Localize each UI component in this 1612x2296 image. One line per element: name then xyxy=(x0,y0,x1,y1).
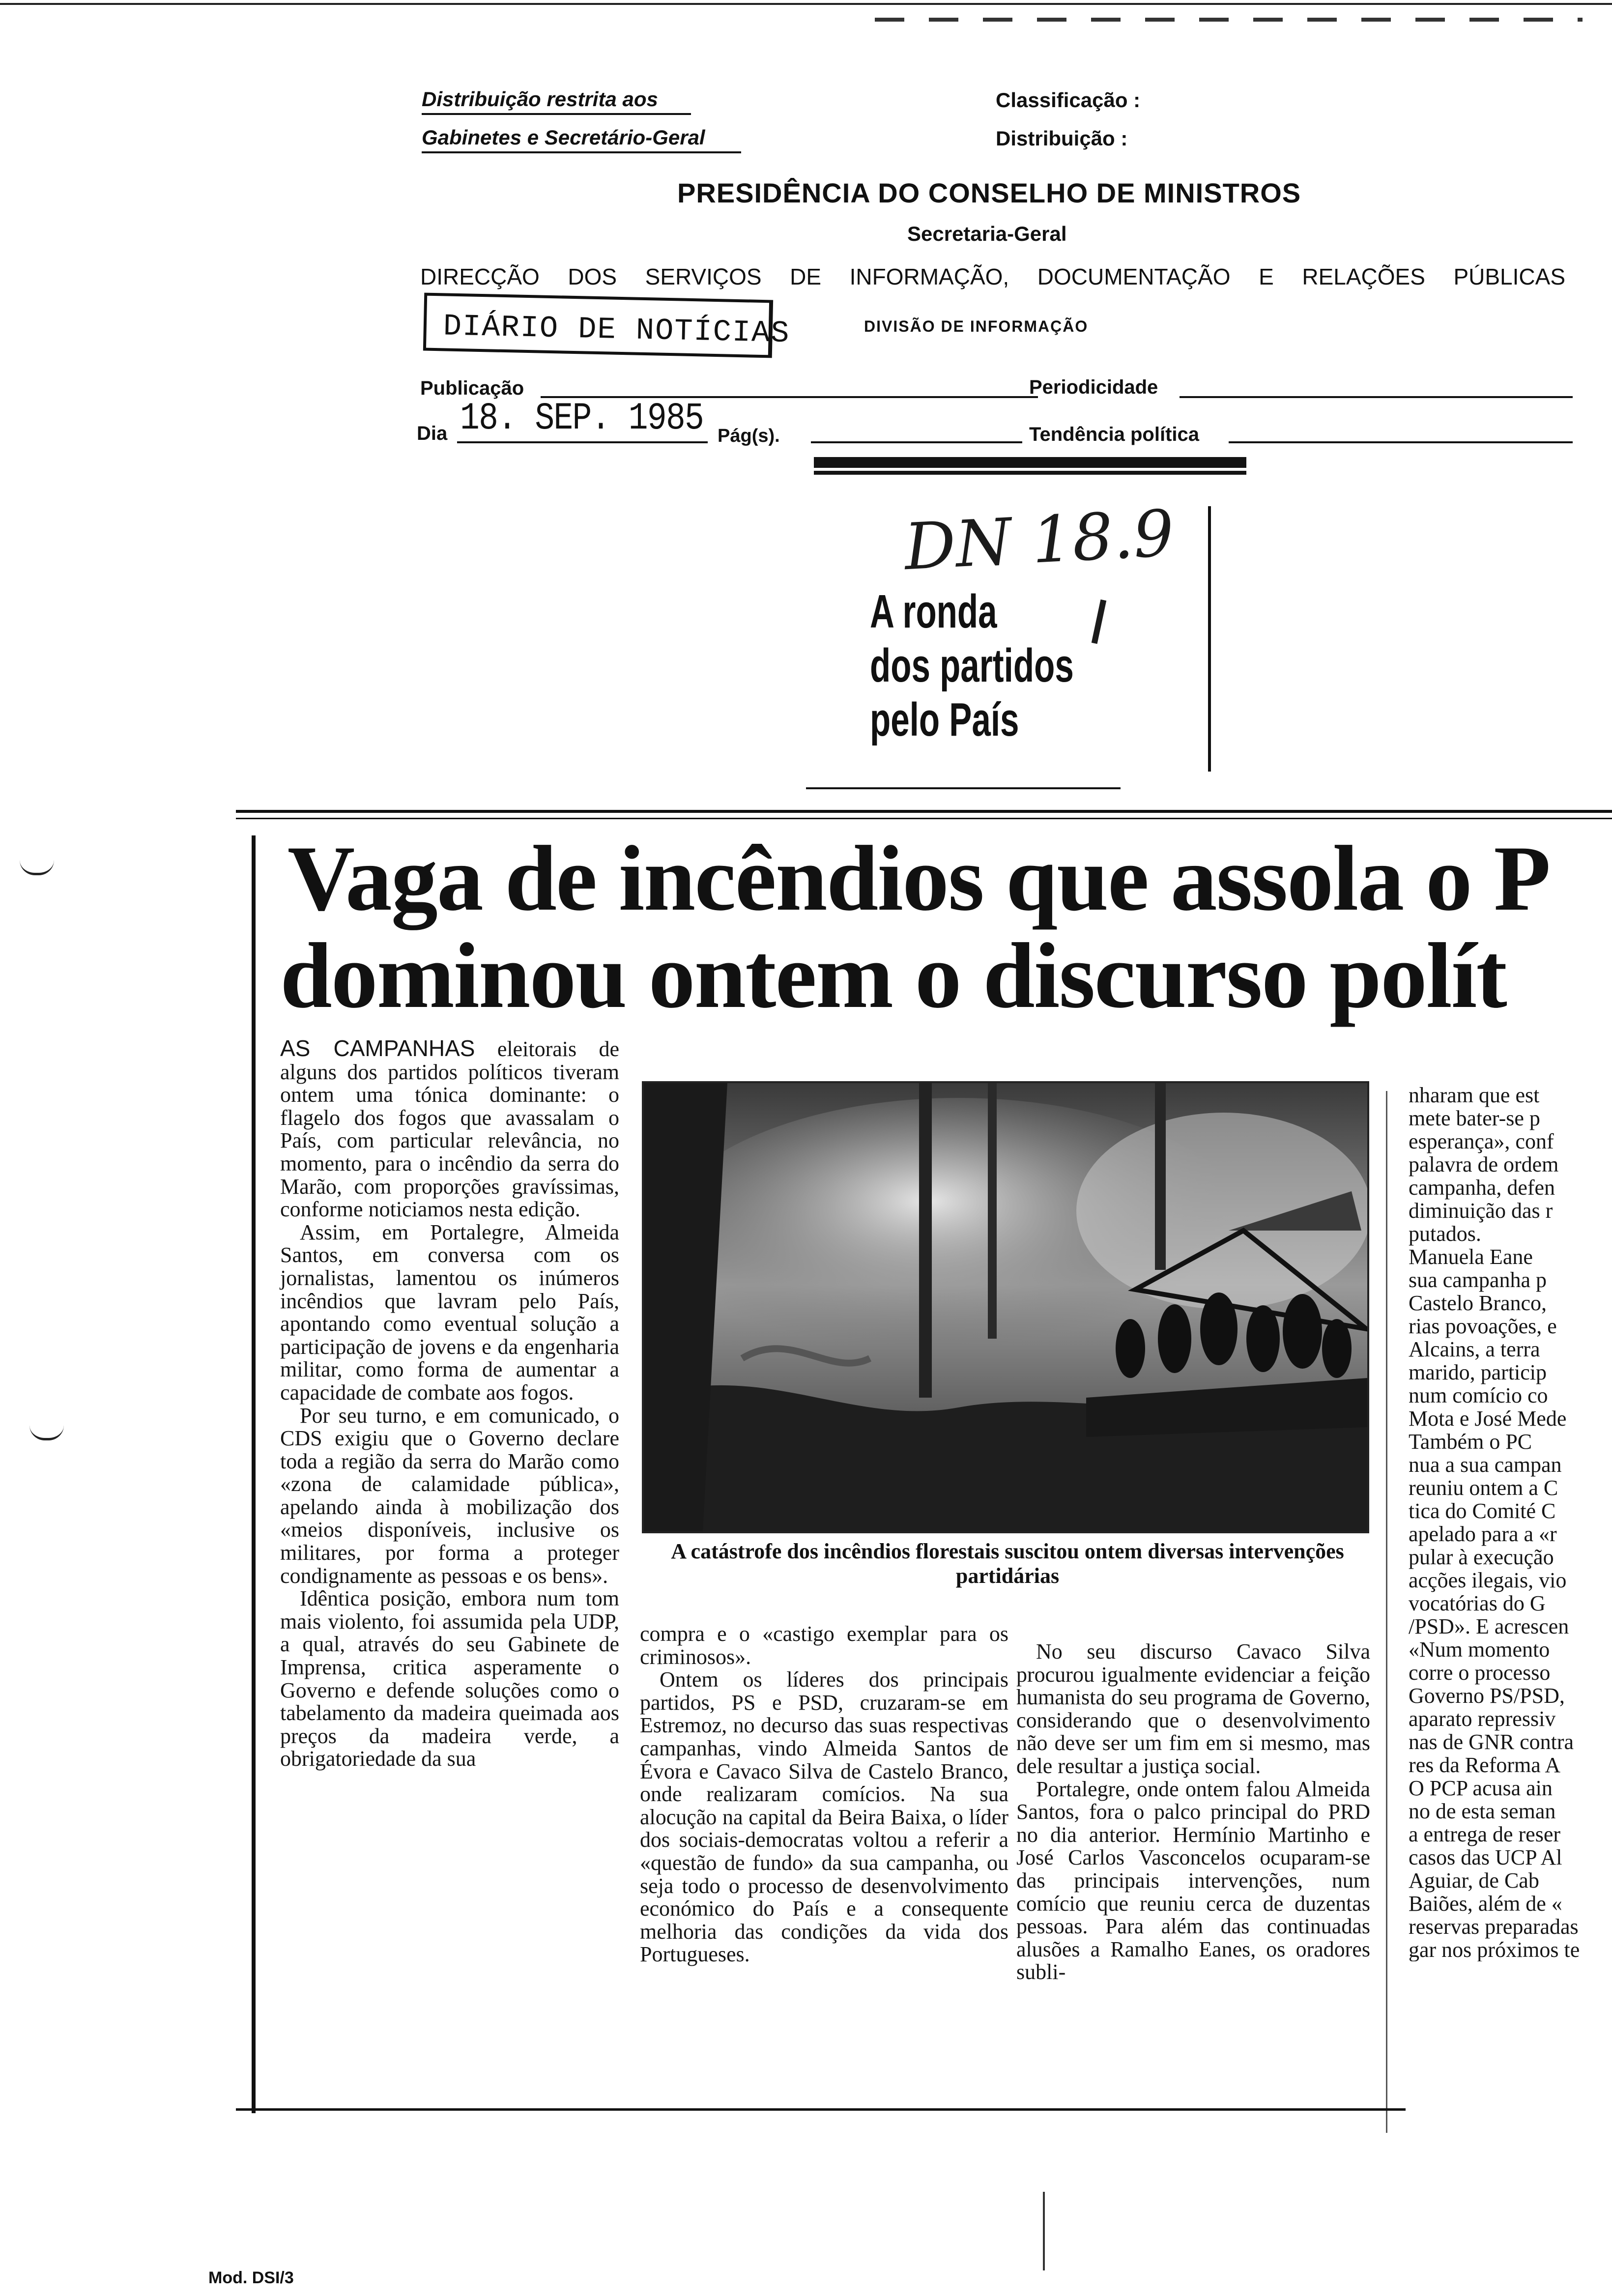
column-4-line: tica do Comité C xyxy=(1409,1499,1556,1523)
column-4-line: marido, particip xyxy=(1409,1360,1547,1384)
column-4-line: esperança», conf xyxy=(1409,1129,1554,1153)
column-4-line: gar nos próximos te xyxy=(1409,1938,1580,1961)
section-heading-line3: pelo País xyxy=(870,693,1019,746)
article-photo xyxy=(642,1081,1369,1533)
column-4-line: palavra de ordem xyxy=(1409,1152,1559,1177)
column-4-line: corre o processo xyxy=(1409,1661,1551,1685)
restricted-distribution-line2: Gabinetes e Secretário-Geral xyxy=(422,126,741,153)
day-label: Dia xyxy=(417,423,448,444)
section-heading xyxy=(870,585,1074,747)
column-4-line: Aguiar, de Cab xyxy=(1409,1868,1539,1893)
section-heading-line2: dos partidos xyxy=(870,639,1074,692)
article-column-2 xyxy=(640,1623,1008,1966)
column-4-line: rias povoações, e xyxy=(1409,1314,1557,1338)
column-1-paragraph-1 xyxy=(280,1037,619,1221)
column-4-line: nas de GNR contra xyxy=(1409,1730,1574,1754)
column-1-paragraph-4: Idêntica posição, embora num tom mais violento, foi assumida pela UDP, a qual, através do seu Gabinete de Imprensa, critica asperamente o Governo e defende soluções como o tabelamento da madeira queimada aos preços da madeira verde, a obrigatoriedade da sua xyxy=(280,1586,619,1771)
column-4-line: /PSD». E acrescen xyxy=(1409,1614,1569,1638)
column-4-line: nua a sua campan xyxy=(1409,1453,1562,1477)
article-bottom-rule xyxy=(236,2108,1406,2111)
column-4-line: acções ilegais, vio xyxy=(1409,1568,1567,1592)
column-2-paragraph-1: compra e o «castigo exemplar para os criminosos». xyxy=(640,1622,1008,1669)
directorate-title: DIRECÇÃO DOS SERVIÇOS DE INFORMAÇÃO, DOCUMENTAÇÃO E RELAÇÕES PÚBLICAS xyxy=(420,264,1565,289)
column-4-line: reuniu ontem a C xyxy=(1409,1476,1558,1500)
distribution-label: Distribuição : xyxy=(996,127,1128,150)
top-scan-line xyxy=(0,3,1612,5)
column-4-line: vocatórias do G xyxy=(1409,1591,1546,1615)
page-label: Pág(s). xyxy=(718,426,780,446)
column-4-line: O PCP acusa ain xyxy=(1409,1776,1553,1800)
photo-caption: A catástrofe dos incêndios florestais suscitou ontem diversas intervenções partidárias xyxy=(671,1539,1344,1588)
column-4-line: res da Reforma A xyxy=(1409,1753,1561,1777)
tendency-field xyxy=(1229,441,1573,443)
day-field xyxy=(457,441,708,443)
margin-scan-mark-1 xyxy=(20,860,54,875)
article-headline-line2: dominou ontem o discurso polít xyxy=(280,924,1506,1028)
column-4-line: Também o PC xyxy=(1409,1430,1532,1454)
column-4-line: «Num momento xyxy=(1409,1637,1550,1662)
column-4-line: pular à execução xyxy=(1409,1545,1554,1569)
column-4-line: sua campanha p xyxy=(1409,1268,1547,1292)
section-heading-line1: A ronda xyxy=(870,585,997,638)
publication-label: Publicação xyxy=(420,377,524,399)
column-4-line: num comício co xyxy=(1409,1383,1548,1407)
column-4-line: aparato repressiv xyxy=(1409,1707,1556,1731)
periodicity-field xyxy=(1180,396,1573,398)
restricted-distribution-line1: Distribuição restrita aos xyxy=(422,87,691,115)
clip-bottom-line xyxy=(806,787,1121,789)
article-top-rule-2 xyxy=(236,818,1612,819)
clip-top-bar-2 xyxy=(814,471,1246,475)
clip-right-border xyxy=(1208,506,1211,772)
column-4-line: casos das UCP Al xyxy=(1409,1845,1562,1869)
column-3-paragraph-1: No seu discurso Cavaco Silva procurou igualmente evidenciar a feição humanista do seu programa de Governo, considerando que o desenvolvimento não deve ser um fim em si mesmo, mas dele resultar a justiça social. xyxy=(1016,1639,1370,1778)
publication-stamp-text: DIÁRIO DE NOTÍCIAS xyxy=(443,309,791,351)
periodicity-label: Periodicidade xyxy=(1029,376,1158,398)
column-2-paragraph-2: Ontem os líderes dos principais partidos, PS e PSD, cruzaram-se em Estremoz, no decurso das suas respectivas campanhas, vindo Almeida Santos de Évora e Cavaco Silva de Castelo Branco, onde realizaram comícios. Na sua alocução na capital da Beira Baixa, o líder dos sociais-democratas voltou a referir a «questão de fundo» da sua campanha, ou seja todo o processo de desenvolvimento económico do País e a consequente melhoria das condições da vida dos Portugueses. xyxy=(640,1667,1008,1967)
form-code: Mod. DSI/3 xyxy=(208,2268,294,2287)
handwritten-note: DN 18.9 xyxy=(902,495,1176,585)
column-4-line: Alcains, a terra xyxy=(1409,1337,1540,1361)
article-left-border xyxy=(252,835,256,2113)
column-4-line: nharam que est xyxy=(1409,1084,1540,1107)
secretariat-title: Secretaria-Geral xyxy=(907,222,1067,245)
column-4-line: Baiões, além de « xyxy=(1409,1892,1562,1916)
margin-scan-mark-2 xyxy=(29,1425,64,1440)
column-1-paragraph-2: Assim, em Portalegre, Almeida Santos, em conversa com os jornalistas, lamentou os inúmeros incêndios que lavram pelo País, apontando como eventual solução a participação de jovens e da engenharia militar, como forma de aumentar a capacidade de combate aos fogos. xyxy=(280,1220,619,1405)
column-4-line: reservas preparadas xyxy=(1409,1915,1579,1939)
column-4-line: mete bater-se p xyxy=(1409,1106,1540,1130)
clip-top-bar xyxy=(814,457,1246,468)
column-4-line: putados. xyxy=(1409,1222,1481,1246)
classification-label: Classificação : xyxy=(996,88,1141,112)
bottom-scan-mark xyxy=(1043,2192,1045,2270)
top-scan-mark xyxy=(875,18,1583,22)
column-1-intro: eleitorais de alguns dos partidos políticos tiveram ontem uma tónica dominante: o flagelo dos fogos que avassalam o País, com particular relevância, no momento, para o incêndio da serra do Marão, com proporções gravíssimas, conforme noticiamos nesta edição. xyxy=(280,1037,619,1222)
page-field xyxy=(811,441,1022,443)
column-4-line: apelado para a «r xyxy=(1409,1522,1557,1546)
column-4-line: campanha, defen xyxy=(1409,1176,1555,1200)
article-headline-line1: Vaga de incêndios que assola o P xyxy=(288,827,1550,930)
article-top-rule xyxy=(236,810,1612,813)
date-stamp: 18. SEP. 1985 xyxy=(460,397,704,440)
division-title: DIVISÃO DE INFORMAÇÃO xyxy=(864,317,1089,335)
tendency-label: Tendência política xyxy=(1029,424,1199,445)
handwritten-mark xyxy=(1092,600,1106,644)
column-4-line: Castelo Branco, xyxy=(1409,1291,1547,1315)
column-4-line: Manuela Eane xyxy=(1409,1245,1533,1269)
presidency-title: PRESIDÊNCIA DO CONSELHO DE MINISTROS xyxy=(677,177,1301,208)
column-4-left-rule xyxy=(1386,1091,1387,2133)
article-column-1 xyxy=(280,1037,619,1771)
column-4-line: a entrega de reser xyxy=(1409,1822,1561,1846)
publication-stamp xyxy=(423,293,791,358)
article-column-4 xyxy=(1409,1084,1612,1961)
article-column-3 xyxy=(1016,1640,1370,1984)
column-4-line: diminuição das r xyxy=(1409,1199,1553,1223)
column-1-lead-word: AS CAMPANHAS xyxy=(280,1035,475,1061)
column-1-paragraph-3: Por seu turno, e em comunicado, o CDS exigiu que o Governo declare toda a região da serra do Marão como «zona de calamidade pública», apelando ainda à mobilização dos «meios disponíveis, inclusive os militares, por forma a proteger condignamente as pessoas e os bens». xyxy=(280,1403,619,1588)
column-3-paragraph-2: Portalegre, onde ontem falou Almeida Santos, fora o palco principal do PRD no dia anterior. Hermínio Martinho e José Carlos Vasconcelos ocuparam-se das principais intervenções, num comício que reuniu cerca de duzentas pessoas. Para além das continuadas alusões a Ramalho Eanes, os oradores subli- xyxy=(1016,1777,1370,1984)
column-4-line: Governo PS/PSD, xyxy=(1409,1684,1565,1708)
forest-fire-photo-icon xyxy=(644,1083,1367,1531)
column-4-line: no de esta seman xyxy=(1409,1799,1556,1823)
column-4-line: Mota e José Mede xyxy=(1409,1406,1567,1431)
